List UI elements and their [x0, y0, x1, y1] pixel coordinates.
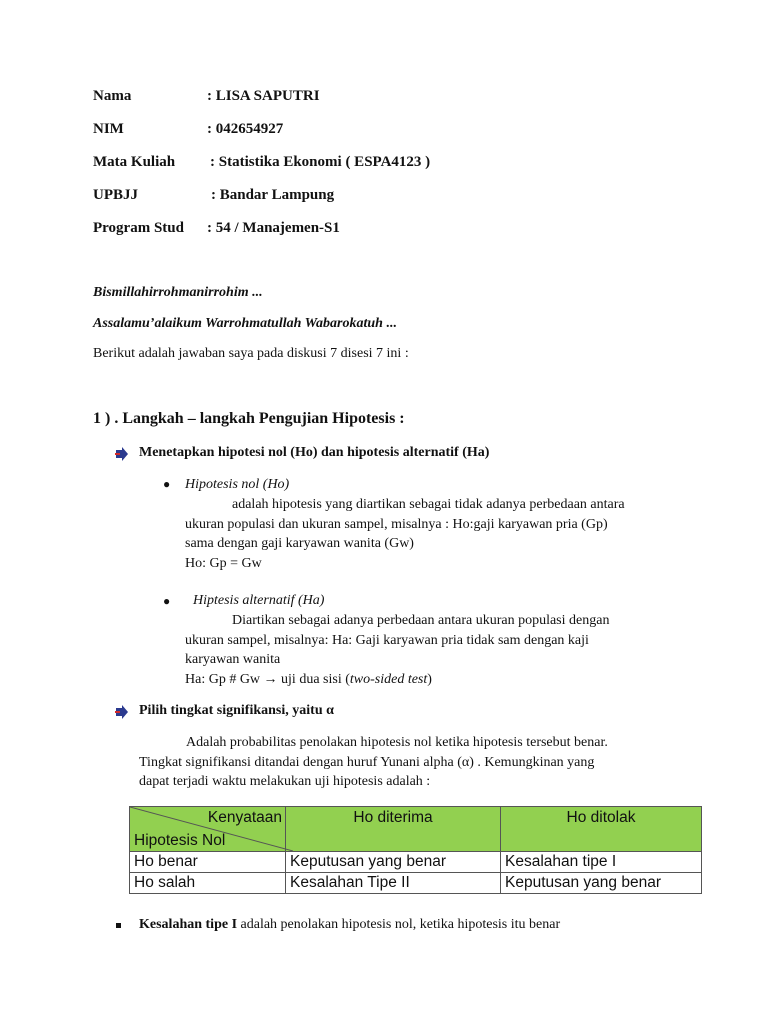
note-text: [139, 917, 560, 933]
greeting-bismillah: Bismillahirrohmanirrohim ...: [93, 285, 263, 300]
ho-formula: Ho: Gp = Gw: [185, 555, 262, 571]
step2-line: dapat terjadi waktu melakukan uji hipotesis adalah :: [139, 774, 431, 789]
table-header-cell: Ho ditolak: [501, 807, 702, 852]
ho-line: sama dengan gaji karyawan wanita (Gw): [185, 536, 414, 551]
step1-title: Menetapkan hipotesi nol (Ho) dan hipotesis alternatif (Ha): [139, 445, 490, 460]
table-corner-cell: [130, 807, 286, 852]
arrow-bullet-icon: [115, 447, 129, 461]
ha-formula: [185, 670, 609, 690]
ha-formula-end: ): [427, 671, 432, 687]
identity-label: UPBJJ: [93, 187, 138, 203]
table-header-cell: Ho diterima: [286, 807, 501, 852]
step2-line: Tingkat signifikansi ditandai dengan huruf Yunani alpha (α) . Kemungkinan yang: [139, 754, 595, 770]
identity-value: : LISA SAPUTRI: [207, 88, 320, 104]
ho-line: adalah hipotesis yang diartikan sebagai tidak adanya perbedaan antara: [232, 497, 625, 512]
dot-bullet-icon: ●: [163, 594, 171, 608]
note-rest: adalah penolakan hipotesis nol, ketika hipotesis itu benar: [237, 917, 561, 932]
table-cell: Keputusan yang benar: [286, 852, 501, 873]
square-bullet-icon: [116, 923, 121, 928]
ha-line: ukuran sampel, misalnya: Ha: Gaji karyawan pria tidak sam dengan kaji: [185, 632, 589, 648]
ha-title: Hiptesis alternatif (Ha): [193, 593, 325, 608]
ho-line: ukuran populasi dan ukuran sampel, misalnya : Ho:gaji karyawan pria (Gp): [185, 516, 608, 532]
table-cell: Keputusan yang benar: [501, 873, 702, 894]
identity-label: Program Stud: [93, 220, 184, 236]
ha-formula-text: Ha: Gp # Gw → uji dua sisi (: [185, 671, 350, 687]
table-row: [130, 873, 702, 894]
table-cell: Kesalahan Tipe II: [286, 873, 501, 894]
identity-label: NIM: [93, 121, 124, 137]
greeting-salam: Assalamu’alaikum Warrohmatullah Wabarokatuh ...: [93, 316, 397, 331]
table-cell: Kesalahan tipe I: [501, 852, 702, 873]
ha-formula-italic: two-sided test: [349, 671, 428, 687]
identity-value: : Bandar Lampung: [211, 187, 335, 203]
table-corner-bottom: Hipotesis Nol: [134, 832, 226, 849]
ha-line: Diartikan sebagai adanya perbedaan antara ukuran populasi dengan: [232, 613, 610, 628]
identity-value: : 54 / Manajemen-S1: [207, 220, 340, 236]
identity-label: Nama: [93, 88, 132, 104]
step2-line: Adalah probabilitas penolakan hipotesis nol ketika hipotesis tersebut benar.: [186, 735, 608, 750]
ho-title: Hipotesis nol (Ho): [185, 477, 290, 492]
intro-text: Berikut adalah jawaban saya pada diskusi 7 disesi 7 ini :: [93, 346, 409, 361]
table-header-row: [130, 807, 702, 852]
step2-title: Pilih tingkat signifikansi, yaitu α: [139, 703, 334, 718]
decision-table: [129, 806, 702, 894]
identity-value: : Statistika Ekonomi ( ESPA4123 ): [210, 154, 431, 170]
table-row: [130, 852, 702, 873]
identity-label: Mata Kuliah: [93, 154, 176, 170]
table-corner-top: Kenyataan: [207, 809, 282, 826]
table-cell: Ho salah: [130, 873, 286, 894]
note-bold: Kesalahan tipe I: [139, 917, 238, 932]
table-cell: Ho benar: [130, 852, 286, 873]
identity-value: : 042654927: [207, 121, 284, 137]
dot-bullet-icon: ●: [163, 477, 171, 491]
step2-description: [139, 733, 608, 792]
ha-line: karyawan wanita: [185, 652, 281, 667]
arrow-bullet-icon: [115, 705, 129, 719]
ho-description: [185, 495, 625, 573]
section-title: 1 ) . Langkah – langkah Pengujian Hipotesis :: [93, 410, 405, 427]
ha-description: [185, 611, 609, 689]
